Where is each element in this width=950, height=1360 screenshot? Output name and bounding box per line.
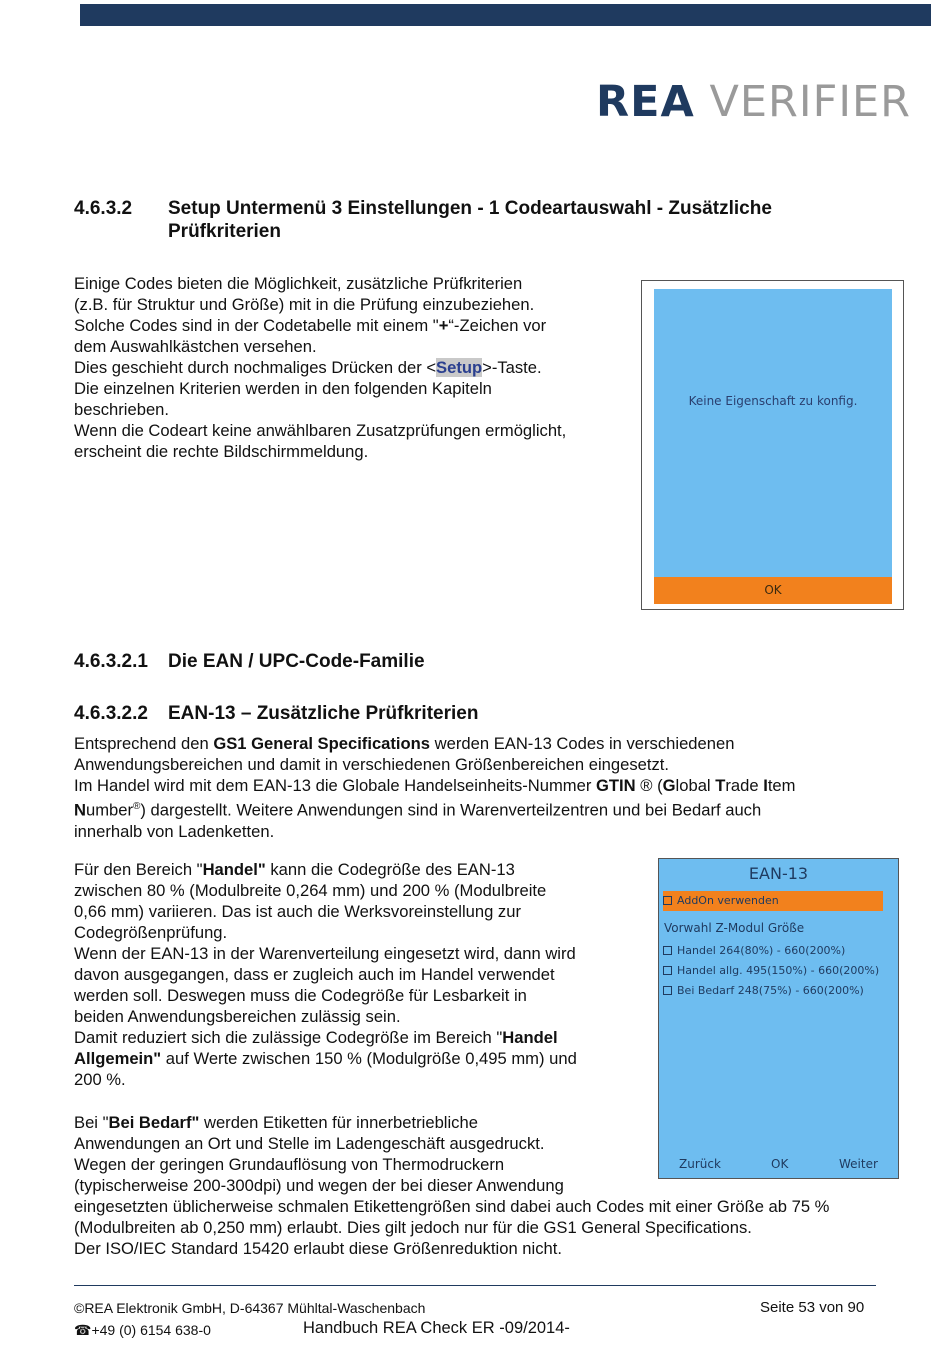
text-span: Damit reduziert sich die zulässige Codegröße im Bereich " [74, 1028, 503, 1047]
radio-icon [663, 946, 672, 955]
text-span: lobal [675, 776, 716, 795]
section-title: EAN-13 – Zusätzliche Prüfkriterien [168, 703, 479, 724]
next-button[interactable]: Weiter [839, 1157, 878, 1171]
text-span: G [662, 776, 676, 795]
checkbox-icon [663, 896, 672, 905]
option-label: Handel 264(80%) - 660(200%) [677, 944, 846, 957]
header-bar [80, 4, 931, 26]
addon-label: AddOn verwenden [677, 894, 779, 907]
section-heading-4-6-3-2 [74, 197, 772, 242]
text-line: innerhalb von Ladenketten. [74, 821, 275, 841]
text-span: Allgemein" [74, 1049, 162, 1068]
text-line: Wenn der EAN-13 in der Warenverteilung eingesetzt wird, dann wird [74, 944, 576, 963]
text-line: Wegen der geringen Grundauflösung von Thermodruckern [74, 1155, 505, 1174]
text-line: erscheint die rechte Bildschirmmeldung. [74, 442, 369, 461]
text-line [74, 1027, 577, 1048]
text-span: kann die Codegröße des EAN-13 [265, 860, 515, 879]
section-number: 4.6.3.2.2 [74, 703, 148, 724]
logo-rea: REA [596, 77, 695, 127]
section-title: Die EAN / UPC-Code-Familie [168, 651, 425, 672]
text-span: Entsprechend den [74, 734, 214, 753]
text-span: Dies geschieht durch nochmaliges Drücken der < [74, 358, 437, 377]
text-line: dem Auswahlkästchen versehen. [74, 337, 317, 356]
text-line: Codegrößenprüfung. [74, 923, 228, 942]
text-span: tem [767, 776, 796, 795]
ok-button[interactable]: OK [771, 1157, 789, 1171]
text-line: Der ISO/IEC Standard 15420 erlaubt diese Größenreduktion nicht. [74, 1239, 562, 1258]
text-span: auf Werte zwischen 150 % (Modulgröße 0,495 mm) und [161, 1049, 577, 1068]
option-label: Bei Bedarf 248(75%) - 660(200%) [677, 984, 864, 997]
ok-button[interactable]: OK [654, 577, 892, 604]
intro-paragraph [74, 273, 566, 462]
text-line [74, 796, 894, 821]
screen-subtitle: Vorwahl Z-Modul Größe [664, 921, 805, 935]
text-line: Anwendungsbereichen und damit in verschiedenen Größenbereichen eingesetzt. [74, 755, 669, 774]
text-span: umber [85, 800, 134, 820]
device-screen-ean13 [658, 858, 899, 1179]
text-span: I [763, 776, 768, 795]
setup-key-label: Setup [436, 358, 483, 377]
text-span: werden Etiketten für innerbetriebliche [199, 1113, 478, 1132]
option-label: Handel allg. 495(150%) - 660(200%) [677, 964, 880, 977]
addon-option[interactable] [663, 891, 883, 911]
section-heading-4-6-3-2-2 [74, 702, 479, 725]
text-line: 0,66 mm) variieren. Das ist auch die Werksvoreinstellung zur [74, 902, 521, 921]
screen-message: Keine Eigenschaft zu konfig. [688, 394, 858, 408]
text-line: (Modulbreiten ab 0,250 mm) erlaubt. Dies gilt jedoch nur für die GS1 General Specifications. [74, 1218, 752, 1237]
footer-phone: ☎+49 (0) 6154 638-0 [74, 1322, 211, 1338]
gtin-label: GTIN [596, 776, 636, 795]
text-span: T [715, 776, 726, 795]
text-span: Für den Bereich " [74, 860, 203, 879]
footer-divider [74, 1285, 876, 1286]
back-button[interactable]: Zurück [679, 1157, 721, 1171]
screen-display [654, 289, 892, 604]
text-span: werden EAN-13 Codes in verschiedenen [430, 734, 735, 753]
text-line [74, 315, 566, 336]
option-handel[interactable] [663, 944, 845, 957]
text-line: Anwendungen an Ort und Stelle im Ladengeschäft ausgedruckt. [74, 1134, 545, 1153]
text-span: ) dargestellt. Weitere Anwendungen sind in Warenverteilzentren und bei Bedarf auch [140, 800, 762, 820]
text-line: eingesetzten üblicherweise schmalen Etikettengrößen sind dabei auch Codes mit einer Größe ab 75 % [74, 1197, 830, 1216]
text-span: Im Handel wird mit dem EAN-13 die Globale Handelseinheits-Nummer [74, 776, 596, 795]
ean13-intro-paragraph [74, 733, 894, 842]
handel-paragraph [74, 859, 577, 1090]
text-span: “-Zeichen vor [448, 316, 547, 335]
section-number: 4.6.3.2.1 [74, 651, 148, 672]
text-line: (z.B. für Struktur und Größe) mit in die Prüfung einzubeziehen. [74, 295, 535, 314]
text-line: 200 %. [74, 1070, 126, 1089]
gs1-spec-label: GS1 General Specifications [213, 734, 431, 753]
text-line: (typischerweise 200-300dpi) und wegen der bei dieser Anwendung [74, 1176, 564, 1195]
footer-manual: Handbuch REA Check ER -09/2014- [303, 1319, 570, 1337]
text-line [74, 733, 894, 754]
footer-company: ©REA Elektronik GmbH, D-64367 Mühltal-Waschenbach [74, 1300, 426, 1316]
text-span: Bei Bedarf" [108, 1113, 200, 1132]
text-line: beiden Anwendungsbereichen zulässig sein. [74, 1007, 401, 1026]
option-bei-bedarf[interactable] [663, 984, 864, 997]
section-number: 4.6.3.2 [74, 198, 133, 219]
rea-verifier-logo [596, 78, 911, 126]
device-screen-no-property [641, 280, 904, 610]
text-line: zwischen 80 % (Modulbreite 0,264 mm) und 200 % (Modulbreite [74, 881, 547, 900]
text-span: Handel [502, 1028, 558, 1047]
text-span: >-Taste. [482, 358, 542, 377]
section-title: Setup Untermenü 3 Einstellungen - 1 Codeartauswahl - Zusätzliche Prüfkriterien [168, 198, 772, 242]
text-line [74, 357, 566, 378]
text-line: werden soll. Deswegen muss die Codegröße für Lesbarkeit in [74, 986, 527, 1005]
text-span: N [74, 800, 86, 820]
text-line: beschrieben. [74, 400, 170, 419]
text-span: Handel" [202, 860, 266, 879]
text-span: rade [725, 776, 764, 795]
text-line: davon ausgegangen, dass er zugleich auch im Handel verwendet [74, 965, 555, 984]
text-line: Die einzelnen Kriterien werden in den folgenden Kapiteln [74, 379, 492, 398]
text-line: Wenn die Codeart keine anwählbaren Zusatzprüfungen ermöglicht, [74, 421, 567, 440]
text-span: Bei " [74, 1113, 109, 1132]
text-line [74, 775, 894, 796]
radio-icon [663, 986, 672, 995]
text-span: ® ( [635, 776, 663, 795]
radio-icon [663, 966, 672, 975]
footer-page-number: Seite 53 von 90 [760, 1299, 865, 1316]
option-handel-allg[interactable] [663, 964, 879, 977]
logo-verifier: VERIFIER [709, 77, 912, 127]
registered-mark: ® [133, 801, 141, 812]
screen-title: EAN-13 [748, 864, 809, 883]
text-line [74, 859, 577, 880]
section-heading-4-6-3-2-1 [74, 650, 425, 673]
text-line [74, 1048, 577, 1069]
text-span: Solche Codes sind in der Codetabelle mit einem " [74, 316, 439, 335]
plus-sign: + [438, 316, 449, 335]
text-line: Einige Codes bieten die Möglichkeit, zusätzliche Prüfkriterien [74, 274, 523, 293]
